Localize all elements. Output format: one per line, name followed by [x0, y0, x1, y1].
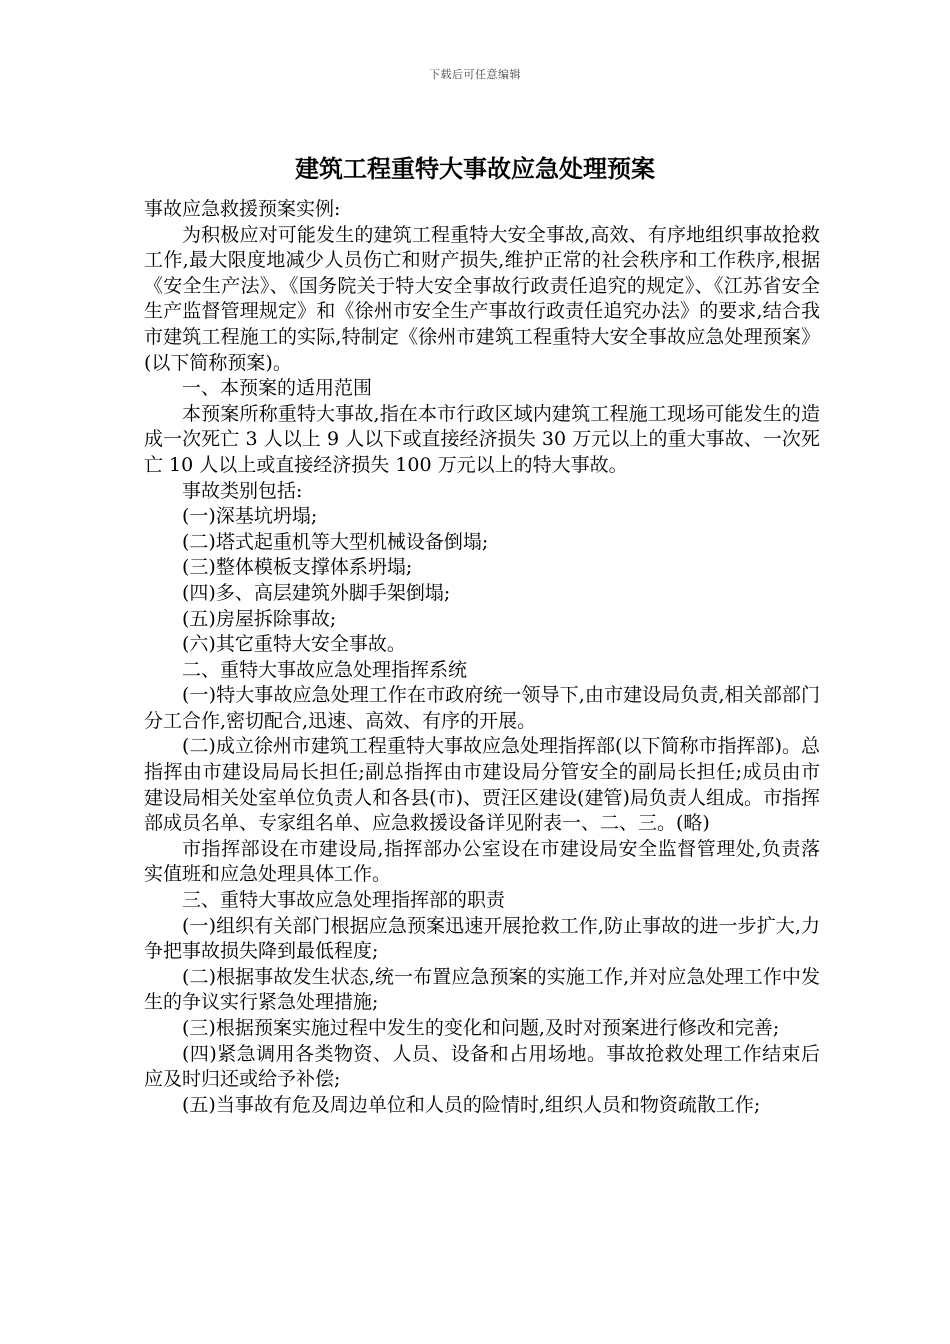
paragraph: 本预案所称重特大事故,指在本市行政区域内建筑工程施工现场可能发生的造成一次死亡 3 人以上 9 人以下或直接经济损失 30 万元以上的重大事故、一次死亡 10 人以上或直接经济损失 100 万元以上的特大事故。 [144, 402, 820, 476]
paragraph: 事故应急救援预案实例: [144, 198, 341, 220]
paragraph: (三)整体模板支撑体系坍塌; [182, 556, 413, 579]
paragraph: 市指挥部设在市建设局,指挥部办公室设在市建设局安全监督管理处,负责落实值班和应急处理具体工作。 [144, 837, 820, 886]
paragraph: (五)当事故有危及周边单位和人员的险情时,组织人员和物资疏散工作; [182, 1093, 761, 1116]
paragraph: (二)塔式起重机等大型机械设备倒塌; [182, 530, 489, 553]
paragraph: 为积极应对可能发生的建筑工程重特大安全事故,高效、有序地组织事故抢救工作,最大限度地减少人员伤亡和财产损失,维护正常的社会秩序和工作秩序,根据《安全生产法》、《国务院关于特大安全事故行政责任追究的规定》、《江苏省安全生产监督管理规定》和《徐州市安全生产事故行政责任追究办法》的要求,结合我市建筑工程施工的实际,特制定《徐州市建筑工程重特大安全事故应急处理预案》(以下简称预案)。 [144, 223, 820, 374]
paragraph: 二、重特大事故应急处理指挥系统 [182, 658, 468, 681]
paragraph: 事故类别包括: [182, 479, 303, 502]
header-note: 下载后可任意编辑 [429, 68, 521, 81]
paragraph: 三、重特大事故应急处理指挥部的职责 [182, 889, 506, 912]
paragraph: (四)多、高层建筑外脚手架倒塌; [182, 581, 451, 604]
paragraph: (二)成立徐州市建筑工程重特大事故应急处理指挥部(以下简称市指挥部)。总指挥由市建设局局长担任;副总指挥由市建设局分管安全的副局长担任;成员由市建设局相关处室单位负责人和各县(市)、贾汪区建设(建管)局负责人组成。市指挥部成员名单、专家组名单、应急救援设备详见附表一、二、三。(略) [144, 735, 820, 835]
paragraph: (一)深基坑坍塌; [182, 505, 318, 528]
paragraph: (二)根据事故发生状态,统一布置应急预案的实施工作,并对应急处理工作中发生的争议实行紧急处理措施; [144, 965, 820, 1014]
paragraph: (一)特大事故应急处理工作在市政府统一领导下,由市建设局负责,相关部部门分工合作,密切配合,迅速、高效、有序的开展。 [144, 684, 820, 732]
document-body [144, 197, 820, 1118]
paragraph: (四)紧急调用各类物资、人员、设备和占用场地。事故抢救处理工作结束后应及时归还或给予补偿; [144, 1042, 820, 1091]
paragraph: (五)房屋拆除事故; [182, 607, 337, 630]
document-title: 建筑工程重特大事故应急处理预案 [295, 155, 655, 183]
paragraph: (六)其它重特大安全事故。 [182, 633, 406, 656]
paragraph: (三)根据预案实施过程中发生的变化和问题,及时对预案进行修改和完善; [182, 1017, 780, 1039]
paragraph: 一、本预案的适用范围 [182, 377, 373, 400]
paragraph: (一)组织有关部门根据应急预案迅速开展抢救工作,防止事故的进一步扩大,力争把事故损失降到最低程度; [144, 914, 820, 963]
